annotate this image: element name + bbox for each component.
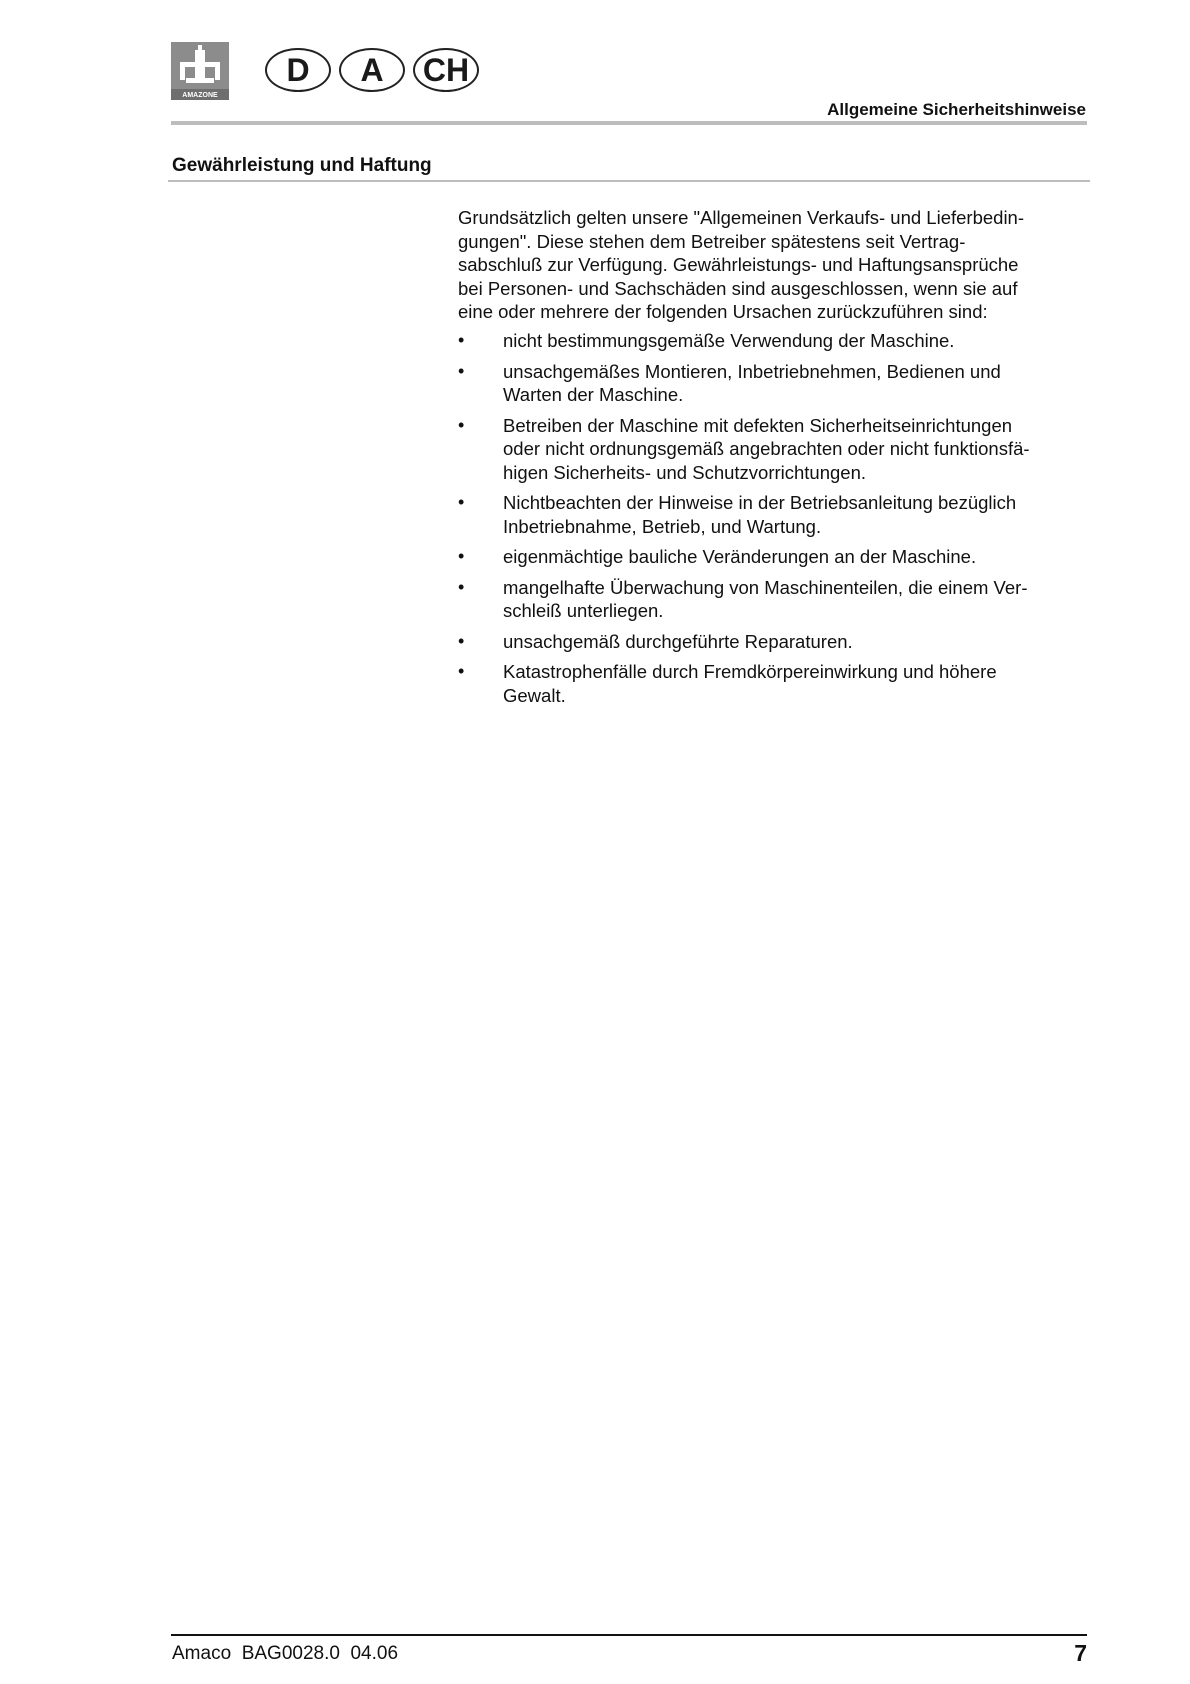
list-item — [458, 414, 1098, 485]
country-badge-d: D — [265, 48, 331, 92]
list-item-text: mangelhafte Überwachung von Maschinenteilen, die einem Ver- — [503, 576, 1028, 598]
list-item-text: schleiß unterliegen. — [503, 600, 664, 621]
list-item — [458, 329, 1098, 353]
document-reference: Amaco BAG0028.0 04.06 — [172, 1643, 399, 1664]
page-number: 7 — [1074, 1640, 1087, 1666]
intro-line: eine oder mehrere der folgenden Ursachen zurückzuführen sind: — [458, 301, 988, 322]
country-badge-ch: CH — [413, 48, 479, 92]
list-item-text: oder nicht ordnungsgemäß angebrachten oder nicht funktionsfä- — [503, 438, 1030, 459]
bullet-icon: • — [458, 330, 465, 350]
intro-line: Grundsätzlich gelten unsere "Allgemeinen Verkaufs- und Lieferbedin- — [458, 207, 1025, 228]
intro-line: bei Personen- und Sachschäden sind ausgeschlossen, wenn sie auf — [458, 277, 1018, 299]
bullet-icon: • — [458, 492, 465, 512]
list-item — [458, 660, 1098, 707]
intro-line: sabschluß zur Verfügung. Gewährleistungs- und Haftungsansprüche — [458, 254, 1019, 275]
country-badge-a: A — [339, 48, 405, 92]
header-divider — [171, 121, 1087, 125]
list-item-text: Nichtbeachten der Hinweise in der Betriebsanleitung bezüglich — [503, 492, 1017, 513]
chapter-title: Allgemeine Sicherheitshinweise — [827, 100, 1086, 119]
bullet-icon: • — [458, 661, 465, 681]
list-item — [458, 545, 1098, 569]
list-item-text: Warten der Maschine. — [503, 384, 684, 405]
list-item — [458, 630, 1098, 654]
list-item-text: Gewalt. — [503, 684, 566, 706]
list-item-text: higen Sicherheits- und Schutzvorrichtungen. — [503, 461, 867, 483]
amazone-logo-graphic — [171, 42, 229, 100]
bullet-icon: • — [458, 576, 465, 597]
list-item-text: Katastrophenfälle durch Fremdkörpereinwirkung und höhere — [503, 661, 997, 682]
intro-paragraph — [458, 206, 1088, 324]
footer-divider — [171, 1634, 1087, 1636]
list-item-text: nicht bestimmungsgemäße Verwendung der Maschine. — [503, 330, 955, 351]
bullet-icon: • — [458, 360, 465, 381]
liability-exclusions-list — [458, 329, 1098, 714]
intro-line: gungen". Diese stehen dem Betreiber spätestens seit Vertrag- — [458, 230, 966, 252]
list-item — [458, 360, 1098, 407]
list-item-text: unsachgemäßes Montieren, Inbetriebnehmen, Bedienen und — [503, 360, 1001, 382]
list-item — [458, 491, 1098, 538]
list-item — [458, 576, 1098, 623]
section-title: Gewährleistung und Haftung — [172, 155, 432, 176]
list-item-text: eigenmächtige bauliche Veränderungen an der Maschine. — [503, 546, 977, 567]
section-divider — [168, 180, 1090, 182]
list-item-text: Inbetriebnahme, Betrieb, und Wartung. — [503, 515, 822, 537]
list-item-text: unsachgemäß durchgeführte Reparaturen. — [503, 630, 853, 652]
logo-text: AMAZONE — [182, 92, 218, 99]
amazone-logo — [171, 42, 229, 100]
list-item-text: Betreiben der Maschine mit defekten Sicherheitseinrichtungen — [503, 414, 1013, 436]
bullet-icon: • — [458, 414, 465, 435]
bullet-icon: • — [458, 630, 465, 651]
bullet-icon: • — [458, 546, 465, 566]
